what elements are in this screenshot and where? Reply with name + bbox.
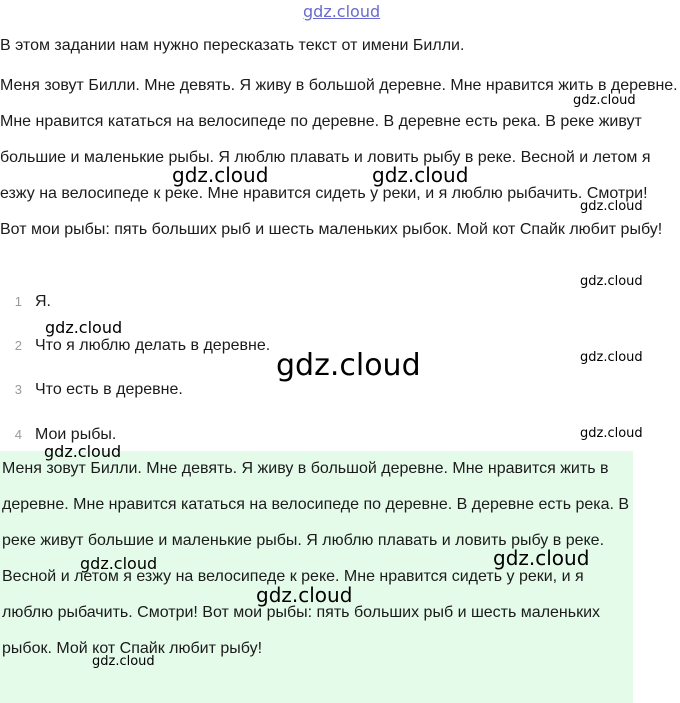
- intro-text: В этом задании нам нужно пересказать текст от имени Билли.: [0, 37, 465, 54]
- watermark: gdz.cloud: [580, 199, 643, 214]
- story-text: Меня зовут Билли. Мне девять. Я живу в большой деревне. Мне нравится жить в деревне. Мне нравится кататься на велосипеде по деревне. В деревне есть река. В реке живут большие и маленькие рыбы. Я люблю плавать и ловить рыбу в реке. Весной и летом я езжу на велосипеде к реке. Мне нравится сидеть у реки, и я люблю рыбачить. Смотри! Вот мои рыбы: пять больших рыб и шесть маленьких рыбок. Мой кот Спайк любит рыбу!: [0, 77, 678, 238]
- answer-text: Меня зовут Билли. Мне девять. Я живу в большой деревне. Мне нравится жить в деревне. Мне нравится кататься на велосипеде по деревне. В деревне есть река. В реке живут большие и маленькие рыбы. Я люблю плавать и ловить рыбу в реке. Весной и летом я езжу на велосипеде к реке. Мне нравится сидеть у реки, и я люблю рыбачить. Смотри! Вот мои рыбы: пять больших рыб и шесть маленьких рыбок. Мой кот Спайк любит рыбу!: [2, 460, 630, 657]
- plan-item-number: 4: [14, 427, 22, 442]
- site-link[interactable]: gdz.cloud: [303, 2, 381, 21]
- watermark: gdz.cloud: [256, 583, 353, 607]
- watermark: gdz.cloud: [580, 426, 643, 441]
- watermark: gdz.cloud: [573, 93, 636, 108]
- watermark: gdz.cloud: [172, 163, 269, 187]
- watermark: gdz.cloud: [580, 350, 643, 365]
- plan-item-1: [0, 284, 51, 320]
- plan-item-2: [0, 328, 270, 364]
- plan-item-4: [0, 417, 116, 453]
- plan-item-text: Что я люблю делать в деревне.: [35, 337, 271, 354]
- watermark: gdz.cloud: [372, 163, 469, 187]
- plan-item-text: Я.: [35, 293, 51, 310]
- watermark: gdz.cloud: [276, 348, 421, 383]
- watermark: gdz.cloud: [44, 442, 122, 461]
- watermark: gdz.cloud: [580, 274, 643, 289]
- plan-item-number: 1: [14, 294, 22, 309]
- watermark: gdz.cloud: [92, 654, 155, 669]
- plan-item-3: [0, 372, 183, 408]
- watermark: gdz.cloud: [45, 318, 123, 337]
- watermark: gdz.cloud: [493, 546, 590, 570]
- plan-item-text: Что есть в деревне.: [35, 381, 183, 398]
- answer-block: [0, 451, 633, 703]
- plan-item-text: Мои рыбы.: [35, 426, 117, 443]
- watermark: gdz.cloud: [80, 554, 158, 573]
- plan-item-number: 3: [14, 382, 22, 397]
- plan-item-number: 2: [14, 338, 22, 353]
